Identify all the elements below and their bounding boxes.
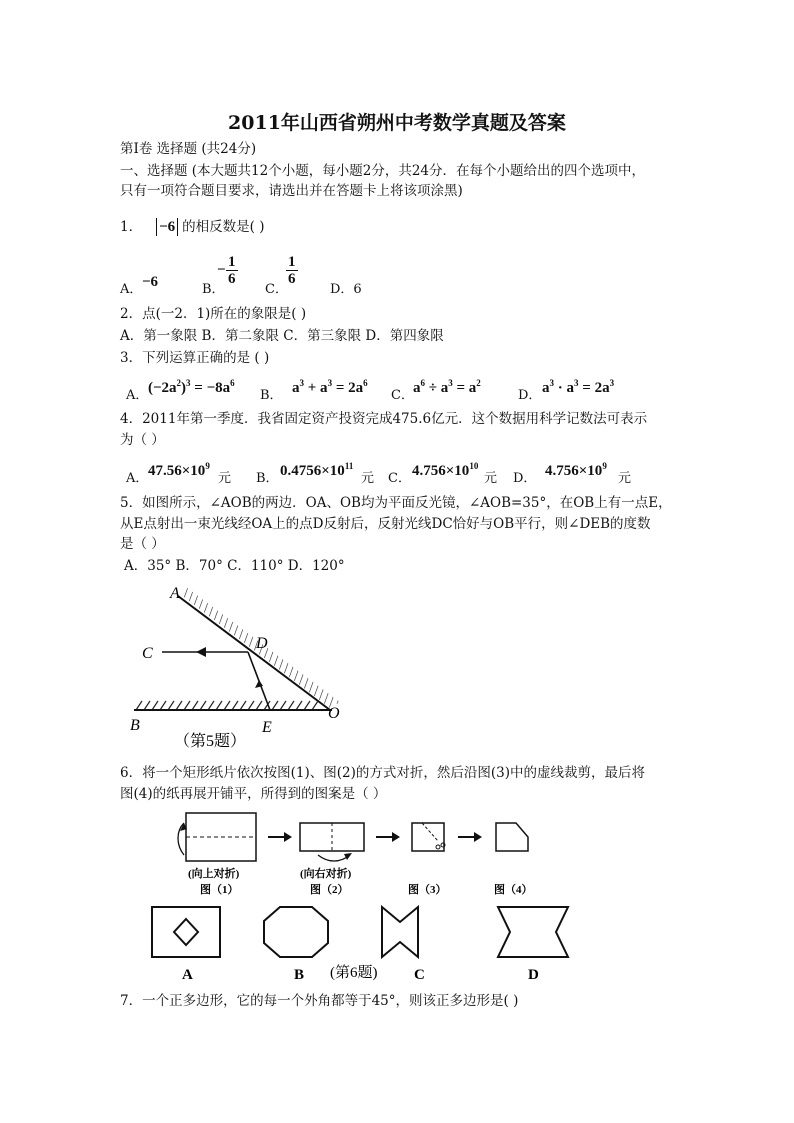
question-1-stem	[120, 218, 264, 236]
fold-note-1: (向上对折)	[188, 868, 240, 880]
option-a-label: A．	[126, 388, 149, 403]
instruction-line-1: 一、选择题 (本大题共12个小题，每小题2分，共24分．在每个小题给出的四个选项中，	[120, 163, 646, 179]
exponent: 3	[574, 378, 579, 388]
answer-shape-c	[382, 907, 418, 957]
option-d: D．6	[330, 282, 362, 297]
label-e: E	[262, 719, 272, 736]
option-c-label: C．	[388, 471, 411, 486]
label-d: D	[256, 635, 268, 652]
option-a-label: A．	[120, 282, 143, 297]
question-5-figure	[120, 580, 360, 755]
option-b-label: B．	[260, 388, 283, 403]
option-d-label: D．	[513, 471, 537, 486]
arrow-right-icon	[376, 832, 400, 842]
absolute-value-expression: −6	[156, 218, 178, 236]
option-d-label: D．	[518, 388, 542, 403]
answer-shape-b	[264, 907, 328, 957]
unit: 元	[618, 471, 632, 486]
option-b-formula	[292, 378, 368, 397]
unit: 元	[218, 471, 232, 486]
exponent: 3	[609, 378, 615, 388]
question-5-stem-line-1: 5．如图所示，∠AOB的两边．OA、OB均为平面反光镜，∠AOB=35°，在OB上有一点E，	[120, 495, 672, 511]
question-number: 1．	[120, 219, 143, 235]
question-1-options	[120, 254, 520, 297]
formula-part: = 2a	[578, 380, 610, 396]
exponent: 2	[176, 378, 182, 388]
formula-part: = 2a	[332, 380, 364, 396]
figure-6-caption: (第6题)	[330, 965, 378, 981]
exponent: 11	[344, 461, 354, 471]
question-5-stem-line-2: 从E点射出一束光线经OA上的点D反射后，反射光线DC恰好与OB平行，则∠DEB的度数	[120, 516, 651, 532]
option-a-value	[148, 461, 210, 480]
question-6-figure	[140, 805, 600, 985]
exponent: 3	[549, 378, 554, 388]
exponent: 6	[363, 378, 368, 388]
mantissa: 4.756×10	[545, 463, 603, 479]
exponent: 6	[230, 378, 235, 388]
option-a-label: A	[182, 967, 193, 983]
option-c-label: C．	[391, 388, 414, 403]
mantissa: 0.4756×10	[280, 463, 345, 479]
arrow-right-icon	[458, 832, 482, 842]
option-a-label: A．	[126, 471, 149, 486]
question-2-stem: 2．点(一2．1)所在的象限是( )	[120, 306, 307, 322]
question-5-stem-line-3: 是（ ）	[120, 536, 165, 552]
option-b-fraction	[226, 254, 238, 287]
exponent: 10	[469, 461, 479, 471]
question-4-stem-line-1: 4．2011年第一季度．我省固定资产投资完成475.6亿元．这个数据用科学记数法可表示	[120, 411, 648, 427]
page-title: 2011年山西省朔州中考数学真题及答案	[228, 112, 566, 134]
formula-part: = −8a	[190, 380, 231, 396]
section-heading: 第Ⅰ卷 选择题 (共24分)	[120, 141, 257, 157]
answer-shape-a	[152, 907, 220, 957]
question-3-options	[120, 376, 640, 402]
label-a: A	[170, 585, 180, 602]
figure-3-label: 图（3）	[408, 884, 447, 896]
fold-figure-4	[496, 823, 528, 851]
question-3-stem: 3．下列运算正确的是 ( )	[120, 350, 270, 366]
denominator: 6	[228, 271, 236, 287]
option-c-formula	[413, 378, 481, 397]
question-2-options: A．第一象限 B．第二象限 C．第三象限 D．第四象限	[120, 328, 444, 344]
formula-part: ÷ a	[425, 380, 449, 396]
formula-part: + a	[304, 380, 328, 396]
option-b-value	[280, 461, 353, 480]
question-4-options	[120, 458, 660, 484]
exponent: 9	[602, 461, 607, 471]
label-b: B	[130, 717, 140, 734]
exponent: 3	[448, 378, 453, 388]
figure-5-caption: （第5题）	[174, 733, 247, 750]
denominator: 6	[288, 271, 296, 287]
numerator: 1	[228, 254, 236, 270]
figure-2-label: 图（2）	[310, 884, 349, 896]
option-c-label: C	[414, 967, 425, 983]
option-a-formula	[148, 378, 235, 397]
question-6-stem-line-1: 6．将一个矩形纸片依次按图(1)、图(2)的方式对折，然后沿图(3)中的虚线裁剪，最后将	[120, 765, 645, 781]
exponent: 3	[327, 378, 333, 388]
formula-part: a	[542, 380, 550, 396]
option-b-label: B	[294, 967, 305, 983]
exponent: 9	[205, 461, 210, 471]
formula-part: = a	[452, 380, 477, 396]
option-a-value: −6	[142, 274, 159, 290]
exponent: 2	[476, 378, 481, 388]
label-o: O	[328, 705, 340, 722]
question-7-stem: 7．一个正多边形，它的每一个外角都等于45°，则该正多边形是( )	[120, 993, 519, 1009]
option-b-label: B．	[256, 471, 279, 486]
arrow-right-icon	[268, 832, 292, 842]
fold-note-2: (向右对折)	[300, 868, 352, 880]
figure-1-label: 图（1）	[200, 884, 239, 896]
option-b-sign: −	[217, 262, 226, 278]
instruction-line-2: 只有一项符合题目要求，请选出并在答题卡上将该项涂黑)	[120, 183, 463, 199]
option-d-value	[545, 461, 607, 480]
option-c-value	[412, 461, 478, 480]
question-5-options: A．35° B．70° C．110° D．120°	[124, 558, 345, 574]
formula-part: a	[292, 380, 300, 396]
exponent: 6	[420, 378, 425, 388]
answer-shape-d	[498, 907, 568, 957]
mantissa: 47.56×10	[148, 463, 206, 479]
unit: 元	[361, 471, 375, 486]
question-text: 的相反数是( )	[182, 219, 265, 235]
exponent: 3	[186, 378, 191, 388]
mirror-ob-hatching	[136, 701, 318, 710]
fold-figure-2	[300, 823, 364, 861]
unit: 元	[484, 471, 498, 486]
arrow-dc	[196, 647, 206, 657]
fold-figure-3	[412, 823, 445, 851]
mantissa: 4.756×10	[412, 463, 470, 479]
exponent: 3	[299, 378, 304, 388]
formula-part: )	[181, 380, 187, 396]
option-c-label: C．	[265, 282, 288, 297]
formula-part: (−2a	[148, 380, 177, 396]
label-c: C	[142, 645, 153, 662]
question-6-stem-line-2: 图(4)的纸再展开铺平，所得到的图案是（ ）	[120, 786, 387, 802]
formula-part: · a	[554, 380, 575, 396]
question-4-stem-line-2: 为（ ）	[120, 432, 165, 448]
fold-figure-1	[178, 813, 256, 861]
figure-4-label: 图（4）	[494, 884, 533, 896]
option-d-label: D	[528, 967, 539, 983]
formula-part: a	[413, 380, 421, 396]
option-b-label: B．	[202, 282, 225, 297]
numerator: 1	[288, 254, 296, 270]
option-d-formula	[542, 378, 614, 397]
option-c-fraction	[286, 254, 298, 287]
